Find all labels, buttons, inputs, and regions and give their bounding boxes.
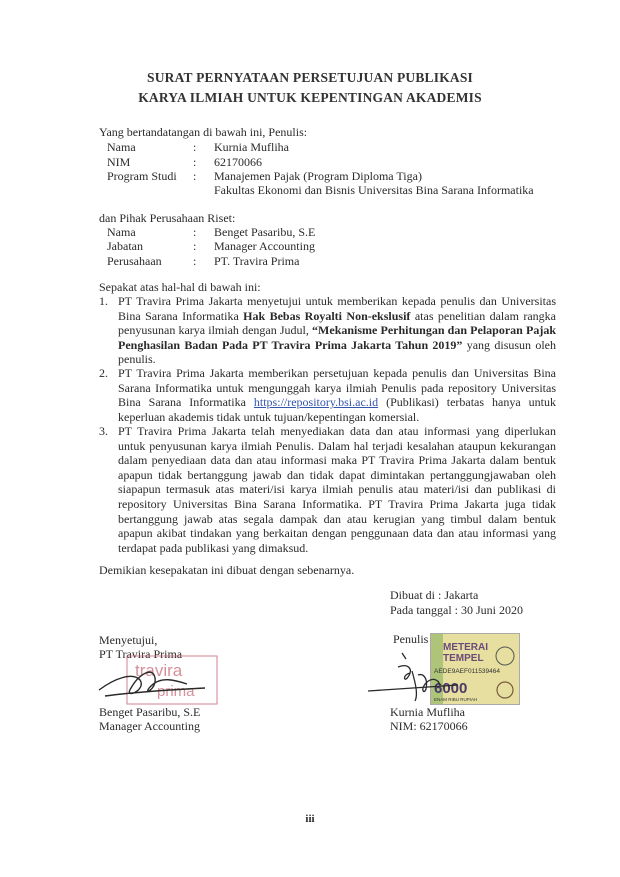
colon: : (193, 140, 197, 154)
meterai-value: 6000 (434, 680, 468, 697)
repository-link[interactable]: https://repository.bsi.ac.id (253, 395, 379, 410)
agreement-intro: Sepakat atas hal-hal di bawah ini: (99, 280, 261, 294)
writer-faculty: Fakultas Ekonomi dan Bisnis Universitas Bina Sarana Informatika (214, 183, 534, 197)
point-number: 2. (99, 366, 108, 380)
colon: : (193, 155, 197, 169)
writer-name-label: Nama (107, 140, 136, 154)
stamp-text-1: travira (135, 661, 183, 680)
writer-program-label: Program Studi (107, 169, 177, 183)
colon: : (193, 239, 197, 253)
intro-text: Yang bertandatangan di bawah ini, Penulis: (99, 125, 308, 139)
company-org: PT Travira Prima (99, 647, 183, 661)
writer-name: Kurnia Mufliha (214, 140, 289, 154)
writer-nim: 62170066 (214, 155, 262, 169)
meterai-caption: ENAM RIBU RUPIAH (434, 697, 478, 702)
writer-role: Penulis (393, 632, 429, 646)
writer-signer-name: Kurnia Mufliha (390, 705, 465, 719)
point-2-text: PT Travira Prima Jakarta memberikan persetujuan kepada penulis dan Universitas Bina Sarana Informatika untuk mengunggah karya ilmiah Penulis pada repository Universitas Bina Sarana Informatika https://repository.bsi.ac.id (Publikasi) terbatas hanya untuk keperluan akademis tidak untuk tujuan/kepentingan komersial. (118, 366, 556, 424)
colon: : (193, 254, 197, 268)
company-position: Manager Accounting (214, 239, 315, 253)
point-number: 3. (99, 424, 108, 438)
title-line-1: SURAT PERNYATAAN PERSETUJUAN PUBLIKASI (146, 70, 474, 85)
colon: : (193, 225, 197, 239)
stamp-text-2: prima (157, 683, 195, 700)
company-position-label: Jabatan (107, 239, 143, 253)
colon: : (193, 169, 197, 183)
signature-right (368, 645, 478, 705)
meterai-label-2: TEMPEL (443, 653, 484, 664)
company-name-label: Nama (107, 225, 136, 239)
point-1-text: PT Travira Prima Jakarta menyetujui untuk memberikan kepada penulis dan Universitas Bina Sarana Informatika Hak Bebas Royalti Non-ekslusif atas penelitian dalam rangka penyusunan karya ilmiah dengan Judul, “Mekanisme Perhitungan dan Pelaporan Pajak Penghasilan Badan Pada PT Travira Prima Jakarta Tahun 2019” yang disusun oleh penulis. (118, 294, 556, 367)
date-text: Pada tanggal : 30 Juni 2020 (390, 603, 523, 617)
writer-program: Manajemen Pajak (Program Diploma Tiga) (214, 169, 422, 183)
meterai-label-1: METERAI (443, 642, 488, 653)
page-number: iii (305, 813, 315, 825)
company-signer-name: Benget Pasaribu, S.E (99, 705, 201, 719)
company-label: Perusahaan (107, 254, 162, 268)
writer-nim-label: NIM (107, 155, 131, 169)
company-stamp-and-signature (95, 650, 225, 712)
company-intro: dan Pihak Perusahaan Riset: (99, 211, 236, 225)
company-person-name: Benget Pasaribu, S.E (214, 225, 316, 239)
closing-text: Demikian kesepakatan ini dibuat dengan sebenarnya. (99, 563, 355, 577)
writer-signer-nim: NIM: 62170066 (390, 719, 468, 733)
company-signer-position: Manager Accounting (99, 719, 200, 733)
point-number: 1. (99, 294, 108, 308)
point-3-text: PT Travira Prima Jakarta telah menyediakan data dan atau informasi yang diperlukan untuk penyusunan karya ilmiah Penulis. Dalam hal terjadi kesalahan ataupun kekurangan dalam penyediaan data dan atau informasi maka PT Travira Prima Jakarta dalam bentuk apapun tidak bertanggung jawab dan tidak dapat dimintakan pertanggungjawaban oleh siapapun termasuk atas materi/isi karya ilmiah penulis atau materi/isi dan publikasi di repository Universitas Bina Sarana Informatika. PT Travira Prima Jakarta juga tidak bertanggung jawab atas segala dampak dan atau kerugian yang timbul dalam bentuk apapun akibat tindakan yang berkaitan dengan penggunaan data dan atau informasi yang terdapat pada publikasi yang dimaksud. (118, 424, 556, 555)
company-name: PT. Travira Prima (214, 254, 300, 268)
meterai-code: AEDE9AEF011539464 (434, 668, 501, 675)
place-text: Dibuat di : Jakarta (390, 588, 479, 602)
approve-text: Menyetujui, (99, 633, 158, 647)
title-line-2: KARYA ILMIAH UNTUK KEPENTINGAN AKADEMIS (138, 90, 482, 105)
